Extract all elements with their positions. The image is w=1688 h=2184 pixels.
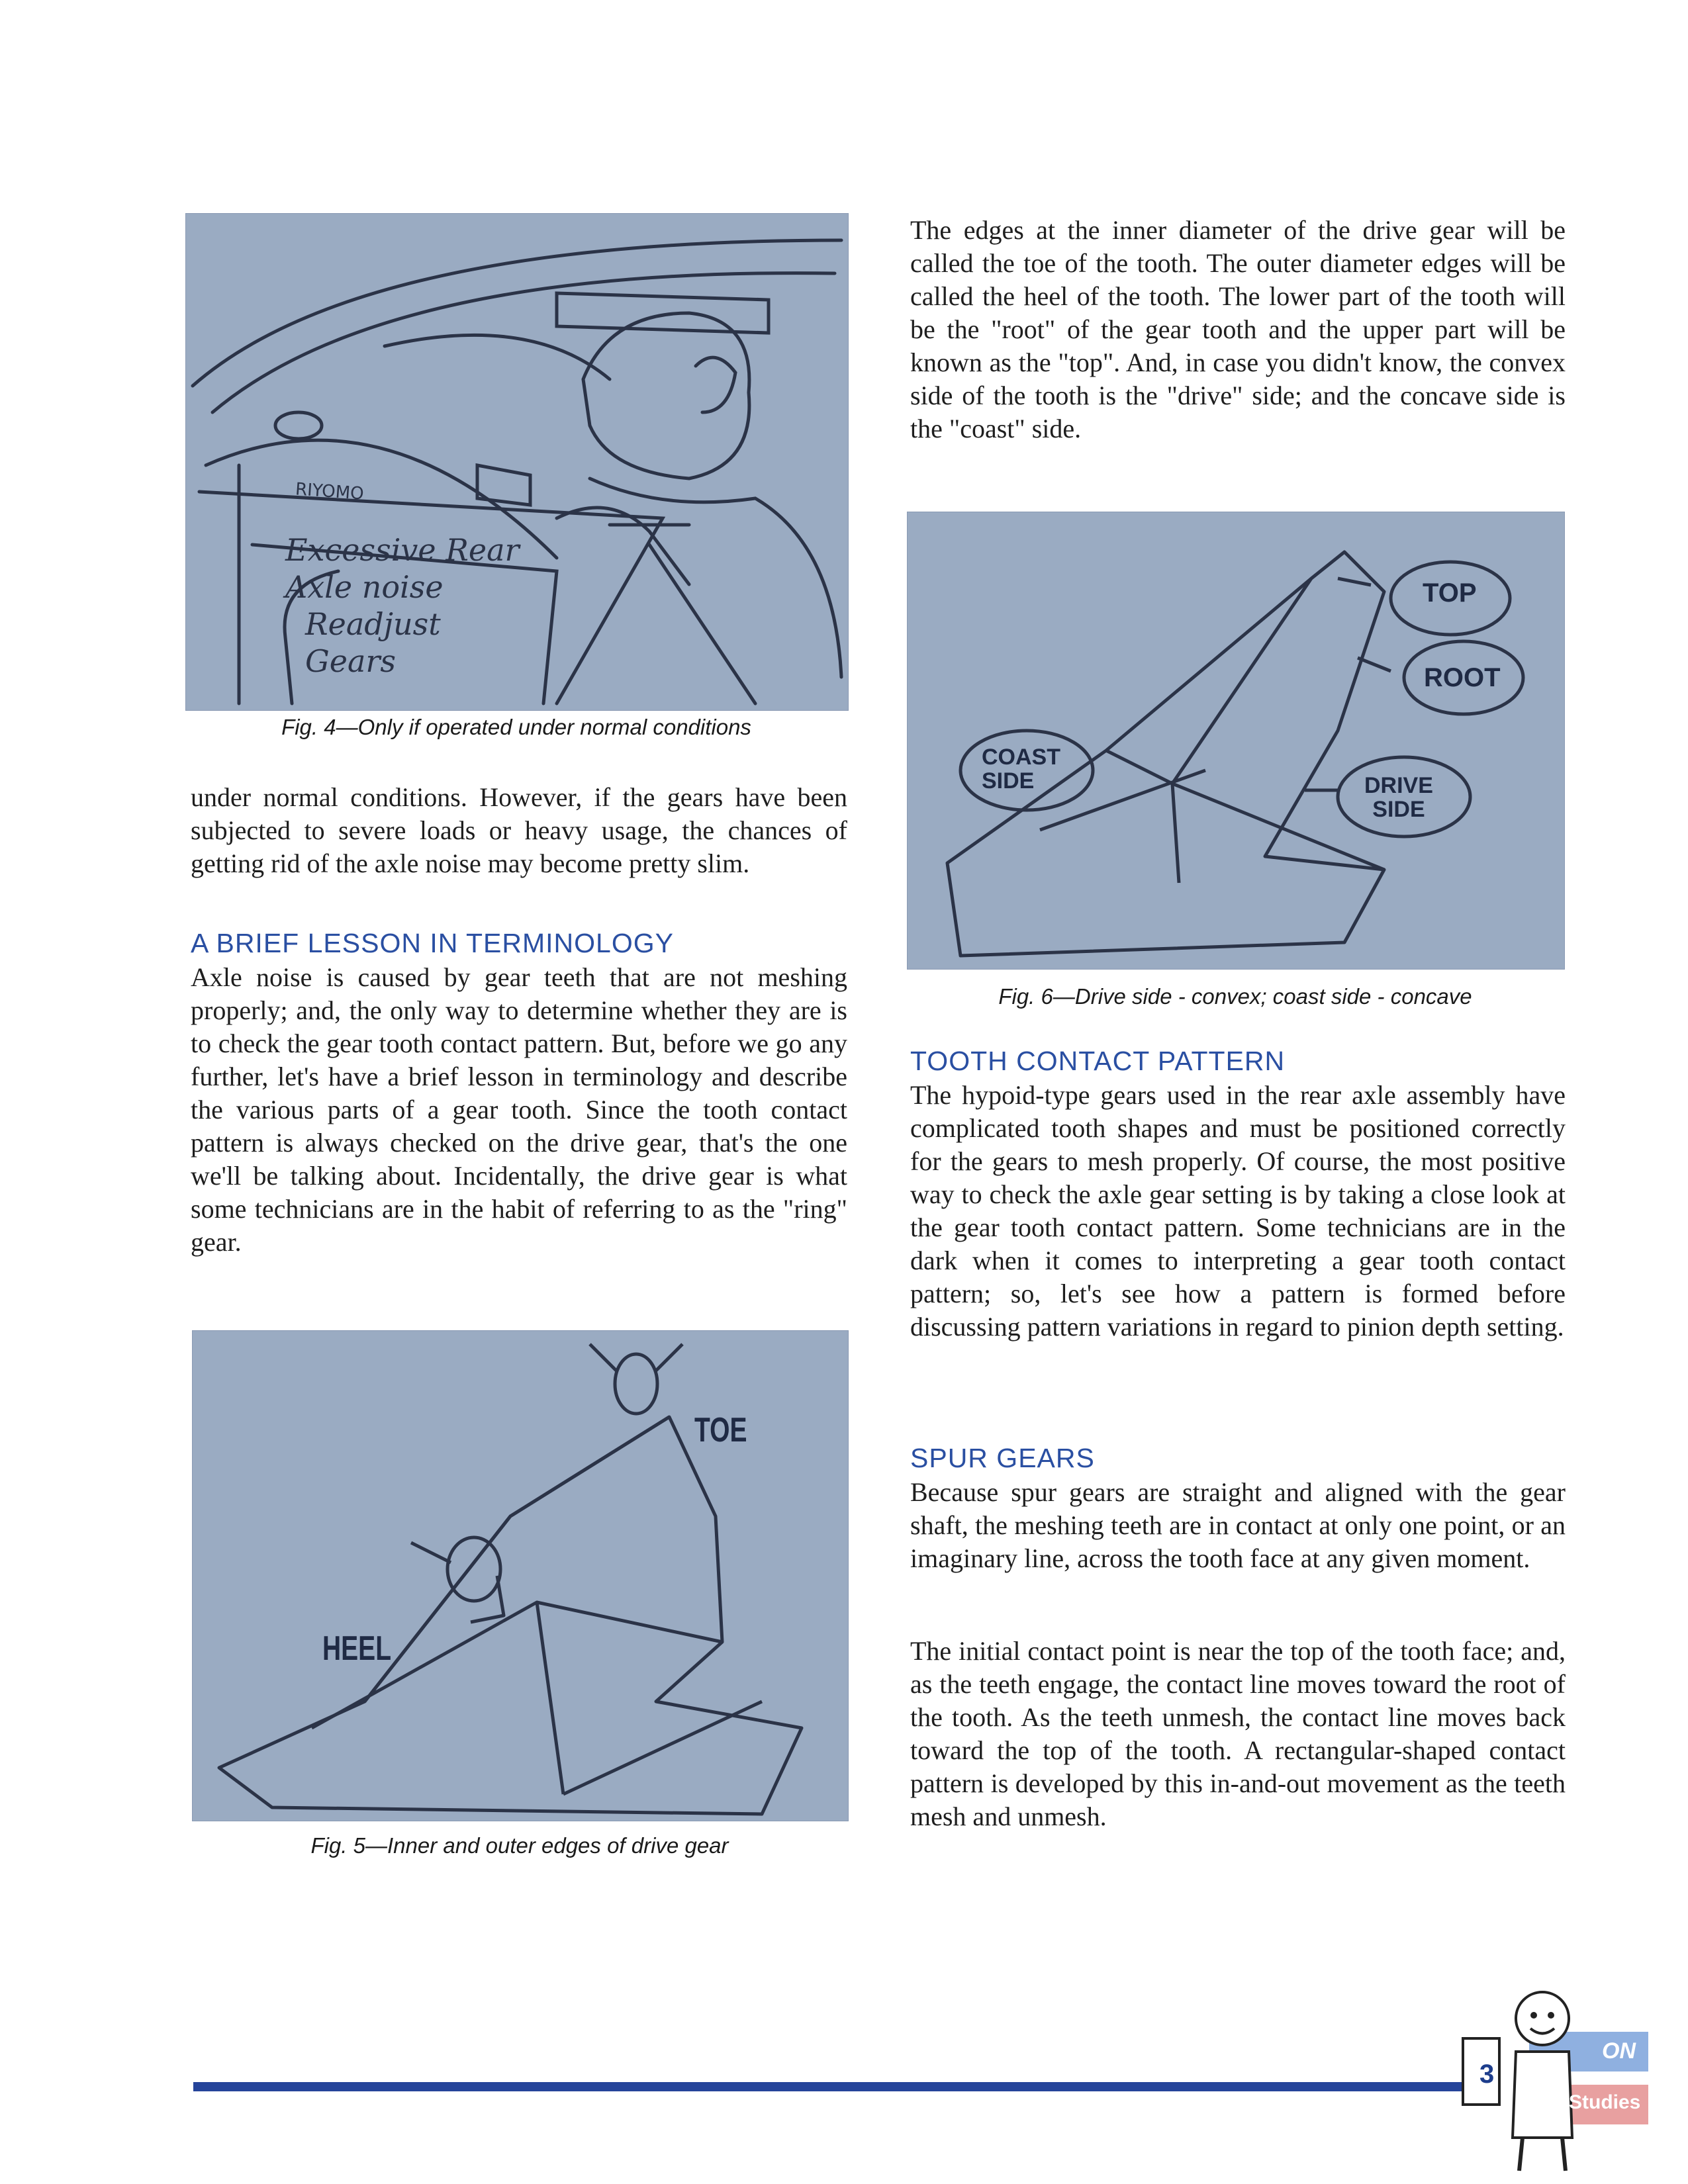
root-label: ROOT: [1424, 663, 1501, 692]
figure-4-caption: Fig. 4—Only if operated under normal conditions: [281, 715, 751, 739]
mascot-banner-text: ON: [1602, 2038, 1636, 2064]
tooth-toe-heel-drawing: [193, 1331, 848, 1821]
tooth-contact-paragraph: The hypoid-type gears used in the rear axle assembly have complicated tooth shapes and must be positioned correctly for the gears to mesh properly. Of course, the most positive way to check the axle gear setting is by taking a close look at the gear tooth contact pattern. Some technicians are in the dark when it comes to interpreting a gear tooth contact pattern; so, let's see how a pattern is formed before discussing pattern variations in regard to pinion depth setting.: [910, 1080, 1566, 1342]
handwriting-line: Readjust: [305, 606, 441, 642]
spur-gears-heading: SPUR GEARS: [910, 1443, 1095, 1473]
heel-label: HEEL: [322, 1629, 392, 1668]
drive-side-label: [1364, 774, 1433, 821]
tooth-contact-heading: TOOTH CONTACT PATTERN: [910, 1046, 1286, 1076]
terminology-paragraph: Axle noise is caused by gear teeth that are not meshing properly; and, the only way to determine whether they are is to check the gear tooth contact pattern. But, before we go any further, let's have a brief lesson in terminology and describe the various parts of a gear tooth. Since the tooth contact pattern is always checked on the drive gear, that's the one we'll be talking about. Incidentally, the drive gear is what some technicians are in the habit of referring to as the "ring" gear.: [191, 962, 847, 1257]
coast-label-line: COAST: [982, 745, 1060, 770]
figure-5-illustration: [192, 1330, 849, 1821]
right-intro-paragraph: The edges at the inner diameter of the drive gear will be called the toe of the tooth. The outer diameter edges will be called the heel of the tooth. The lower part of the tooth will be the "root" of the gear tooth and the upper part will be known as the "top". And, in case you didn't know, the convex side of the tooth is the "drive" side; and the concave side is the "coast" side.: [910, 215, 1566, 443]
handwriting-line: Axle noise: [285, 569, 444, 605]
spur-gears-paragraph-1: Because spur gears are straight and aligned with the gear shaft, the meshing teeth are in contact at only one point, or an imaginary line, across the tooth face at any given moment.: [910, 1477, 1566, 1573]
dash-display-text: RIYOMO: [295, 479, 365, 504]
handwritten-note: [285, 531, 520, 680]
drive-label-line: DRIVE: [1364, 773, 1433, 798]
top-label: TOP: [1423, 578, 1477, 608]
coast-side-label: [982, 745, 1060, 793]
coast-label-line: SIDE: [982, 768, 1035, 794]
figure-6-illustration: [907, 512, 1565, 970]
watermark-text: E-Studies: [1549, 2091, 1641, 2113]
drive-label-line: SIDE: [1372, 797, 1425, 822]
page-number: 3: [1479, 2060, 1495, 2089]
toe-label: TOE: [694, 1411, 747, 1449]
terminology-heading: A BRIEF LESSON IN TERMINOLOGY: [191, 928, 674, 958]
handwriting-line: Excessive Rear: [285, 532, 520, 568]
handwriting-line: Gears: [305, 643, 396, 679]
figure-6-caption: Fig. 6—Drive side - convex; coast side - concave: [998, 984, 1472, 1009]
footer-rule: [193, 2082, 1468, 2091]
figure-5-caption: Fig. 5—Inner and outer edges of drive gear: [310, 1833, 729, 1858]
spur-gears-paragraph-2: The initial contact point is near the top of the tooth face; and, as the teeth engage, the contact line moves toward the root of the tooth. As the teeth unmesh, the contact line moves back toward the top of the tooth. A rectangular-shaped contact pattern is developed by this in-and-out movement as the teeth mesh and unmesh.: [910, 1636, 1566, 1831]
left-intro-paragraph: under normal conditions. However, if the gears have been subjected to severe loads or heavy usage, the chances of getting rid of the axle noise may become pretty slim.: [191, 782, 847, 878]
figure-4-illustration: [185, 213, 849, 711]
